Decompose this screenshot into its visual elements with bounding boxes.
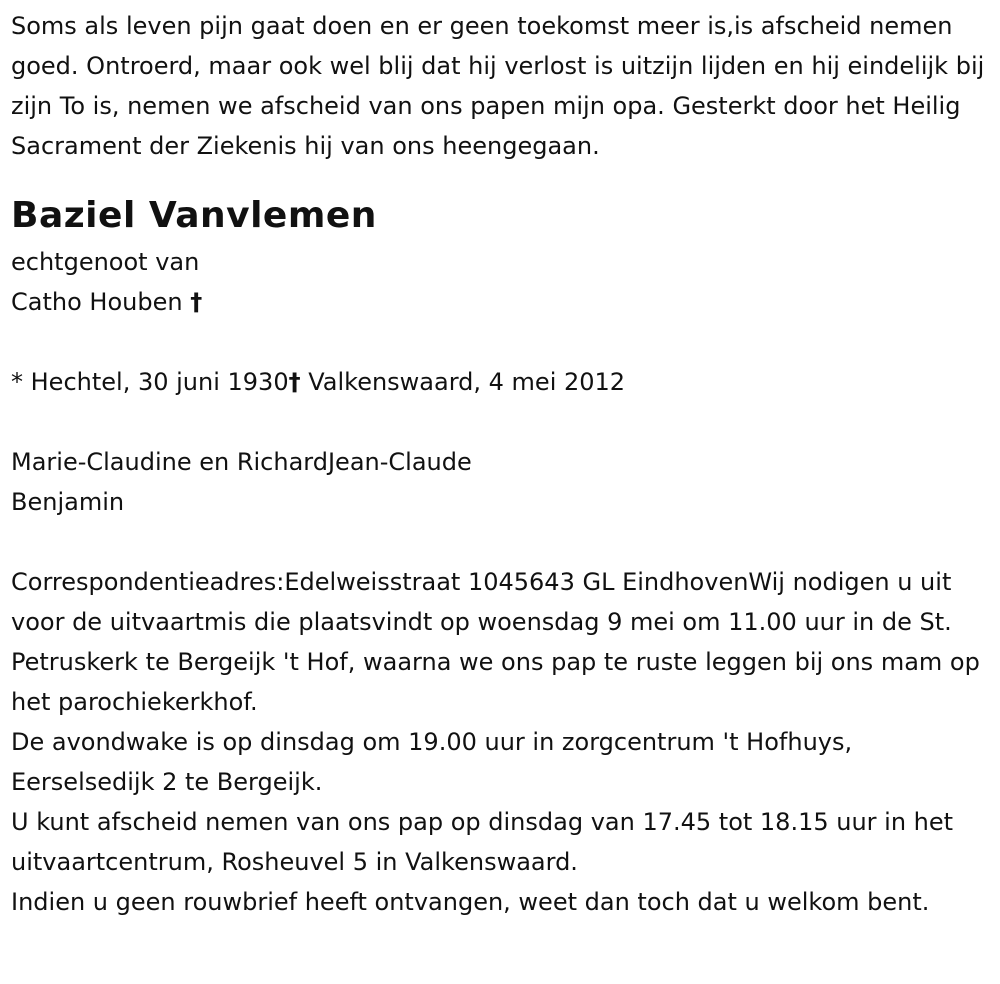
farewell-paragraph: U kunt afscheid nemen van ons pap op dinsdag van 17.45 tot 18.15 uur in het uitvaartcentrum, Rosheuvel 5 in Valkenswaard. — [11, 808, 954, 876]
family-line-2: Benjamin — [11, 488, 125, 516]
deceased-name: Baziel Vanvlemen — [11, 195, 377, 236]
spouse-name: Catho Houben — [11, 288, 183, 316]
spacer — [11, 402, 996, 442]
family-line-1: Marie-Claudine en RichardJean-Claude — [11, 448, 472, 476]
welcome-paragraph: Indien u geen rouwbrief heeft ontvangen, weet dan toch dat u welkom bent. — [11, 888, 930, 916]
relation-text: echtgenoot van — [11, 248, 200, 276]
spouse-line — [11, 282, 996, 322]
spacer — [11, 322, 996, 362]
dates-line — [11, 362, 996, 402]
birth-text: * Hechtel, 30 juni 1930 — [11, 368, 289, 396]
cross-icon: † — [190, 288, 203, 316]
obituary-document — [11, 6, 996, 922]
death-text: Valkenswaard, 4 mei 2012 — [300, 368, 626, 396]
intro-paragraph: Soms als leven pijn gaat doen en er geen toekomst meer is,is afscheid nemen goed. Ontroerd, maar ook wel blij dat hij verlost is uitzijn lijden en hij eindelijk bij zijn To is, nemen we afscheid van ons papen mijn opa. Gesterkt door het Heilig Sacrament der Ziekenis hij van ons heengegaan. — [11, 12, 985, 160]
vigil-paragraph: De avondwake is op dinsdag om 19.00 uur in zorgcentrum 't Hofhuys, Eerselsedijk 2 te Bergeijk. — [11, 728, 853, 796]
correspondence-paragraph: Correspondentieadres:Edelweisstraat 1045643 GL EindhovenWij nodigen u uit voor de uitvaartmis die plaatsvindt op woensdag 9 mei om 11.00 uur in de St. Petruskerk te Bergeijk 't Hof, waarna we ons pap te ruste leggen bij ons mam op het parochiekerkhof. — [11, 568, 980, 716]
spacer — [11, 522, 996, 562]
death-cross-icon: † — [288, 368, 301, 396]
